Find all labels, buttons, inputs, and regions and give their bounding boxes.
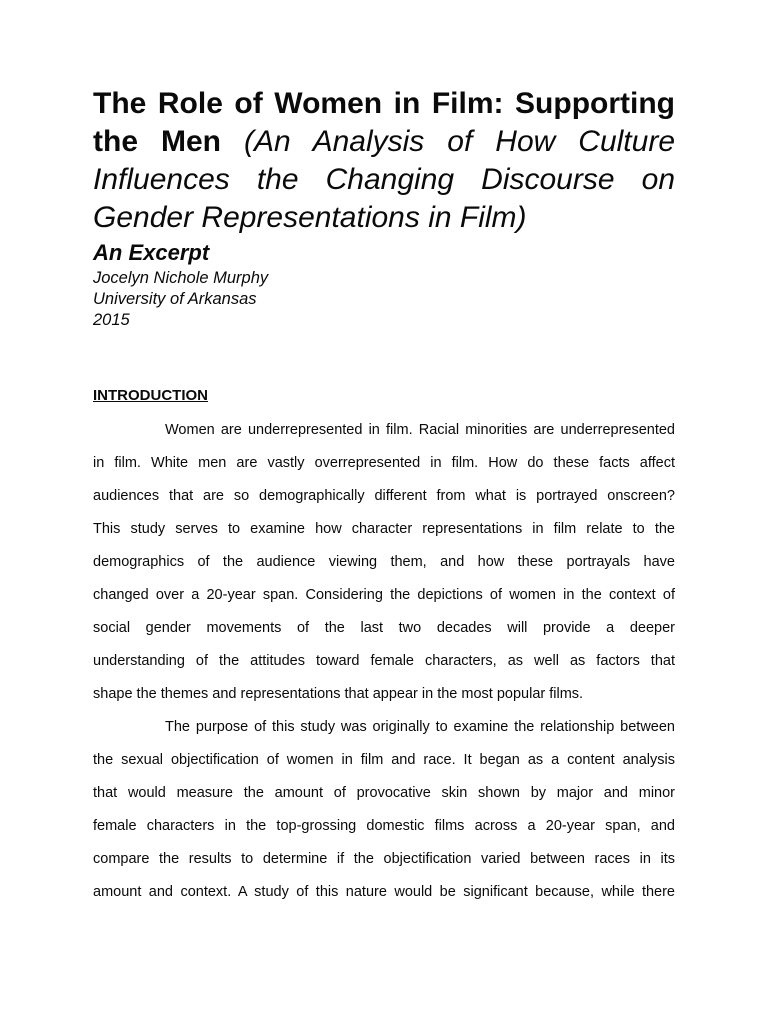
text-line: The purpose of this study was originally to examine the relationship between <box>165 719 675 735</box>
title-main-part: The Role of Women in Film: Supporting the Men <box>93 87 675 158</box>
institution-name: University of Arkansas <box>93 290 257 308</box>
text-line: This study serves to examine how character representations in film relate to the <box>93 521 675 537</box>
text-line: that would measure the amount of provocative skin shown by major and minor <box>93 785 675 801</box>
text-line: female characters in the top-grossing domestic films across a 20-year span, and <box>93 818 675 834</box>
text-line: social gender movements of the last two decades will provide a deeper <box>93 620 675 636</box>
text-line: shape the themes and representations that appear in the most popular films. <box>93 686 584 702</box>
title-parenthetical-part: (An Analysis of How Culture Influences the Changing Discourse on Gender Representations in Film) <box>93 125 675 234</box>
section-heading: INTRODUCTION <box>93 387 208 404</box>
publication-year: 2015 <box>93 311 130 329</box>
text-line: changed over a 20-year span. Considering the depictions of women in the context of <box>93 587 675 603</box>
author-name: Jocelyn Nichole Murphy <box>93 269 269 287</box>
text-line: compare the results to determine if the objectification varied between races in its <box>93 851 675 867</box>
text-line: the sexual objectification of women in film and race. It began as a content analysis <box>93 752 675 768</box>
document-title <box>93 85 675 237</box>
text-line: in film. White men are vastly overrepresented in film. How do these facts affect <box>93 455 675 471</box>
text-line: audiences that are so demographically different from what is portrayed onscreen? <box>93 488 675 504</box>
excerpt-label: An Excerpt <box>93 240 210 265</box>
paragraph <box>93 414 675 711</box>
text-line: understanding of the attitudes toward female characters, as well as factors that <box>93 653 675 669</box>
byline <box>93 268 675 331</box>
text-line: amount and context. A study of this nature would be significant because, while there <box>93 884 675 900</box>
paragraph <box>93 711 675 909</box>
text-line: demographics of the audience viewing them, and how these portrayals have <box>93 554 675 570</box>
body-paragraphs <box>93 414 675 909</box>
text-line: Women are underrepresented in film. Racial minorities are underrepresented <box>165 422 675 438</box>
